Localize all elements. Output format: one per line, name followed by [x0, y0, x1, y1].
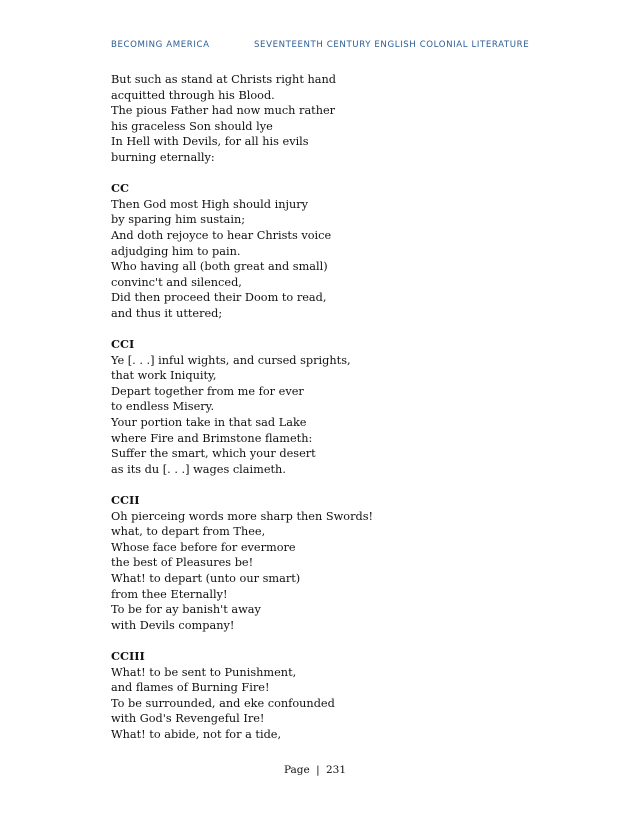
- poem-line: convinc't and silenced,: [111, 275, 242, 289]
- poem-line: Then God most High should injury: [111, 197, 309, 211]
- poem-line: burning eternally:: [111, 150, 215, 164]
- header-section-title: SEVENTEENTH CENTURY ENGLISH COLONIAL LITERATURE: [254, 40, 530, 50]
- poem-line: In Hell with Devils, for all his evils: [111, 135, 309, 149]
- poem-line: as its du [. . .] wages claimeth.: [111, 462, 286, 476]
- header-book-title: BECOMING AMERICA: [111, 40, 210, 50]
- poem-line: the best of Pleasures be!: [111, 556, 254, 570]
- poem-line: and thus it uttered;: [111, 306, 223, 320]
- poem-line: Whose face before for evermore: [111, 540, 296, 554]
- page-label: Page: [283, 764, 310, 776]
- stanza-continuation: [111, 72, 531, 166]
- poem-line: To be surrounded, and eke confounded: [111, 696, 335, 710]
- stanza-cciii: [111, 649, 531, 743]
- poem-line: with Devils company!: [111, 618, 235, 632]
- poem-line: What! to abide, not for a tide,: [111, 727, 282, 741]
- stanza-ccii: [111, 493, 531, 633]
- poem-line: Oh pierceing words more sharp then Swords!: [111, 509, 374, 523]
- stanza-cc: [111, 181, 531, 321]
- stanza-heading: CCII: [111, 493, 140, 508]
- stanza-heading: CCIII: [111, 648, 145, 663]
- poem-body: [111, 72, 531, 743]
- poem-line: by sparing him sustain;: [111, 213, 246, 227]
- poem-line: Your portion take in that sad Lake: [111, 416, 307, 430]
- poem-line: The pious Father had now much rather: [111, 104, 336, 118]
- poem-line: with God's Revengeful Ire!: [111, 712, 265, 726]
- poem-line: adjudging him to pain.: [111, 244, 241, 258]
- stanza-heading: CC: [111, 181, 129, 196]
- page-number: 231: [325, 764, 347, 776]
- page-separator: |: [316, 764, 320, 776]
- poem-line: Who having all (both great and small): [111, 260, 328, 274]
- running-header: [0, 40, 630, 54]
- poem-line: his graceless Son should lye: [111, 119, 273, 133]
- poem-line: what, to depart from Thee,: [111, 525, 266, 539]
- poem-line: to endless Misery.: [111, 400, 215, 414]
- poem-line: But such as stand at Christs right hand: [111, 73, 336, 86]
- poem-line: and flames of Burning Fire!: [111, 681, 270, 695]
- poem-line: where Fire and Brimstone flameth:: [111, 431, 313, 445]
- poem-line: Ye [. . .] inful wights, and cursed sprights,: [111, 353, 351, 367]
- poem-line: acquitted through his Blood.: [111, 88, 275, 102]
- poem-line: To be for ay banish't away: [111, 603, 261, 617]
- poem-line: Did then proceed their Doom to read,: [111, 291, 327, 305]
- poem-line: And doth rejoyce to hear Christs voice: [111, 228, 332, 242]
- stanza-heading: CCI: [111, 337, 135, 352]
- poem-line: What! to be sent to Punishment,: [111, 665, 297, 679]
- poem-line: Depart together from me for ever: [111, 384, 304, 398]
- poem-line: What! to depart (unto our smart): [111, 572, 301, 585]
- poem-line: Suffer the smart, which your desert: [111, 447, 316, 461]
- page-footer: [0, 764, 630, 776]
- poem-line: that work Iniquity,: [111, 369, 217, 383]
- poem-line: from thee Eternally!: [111, 587, 228, 601]
- stanza-cci: [111, 337, 531, 477]
